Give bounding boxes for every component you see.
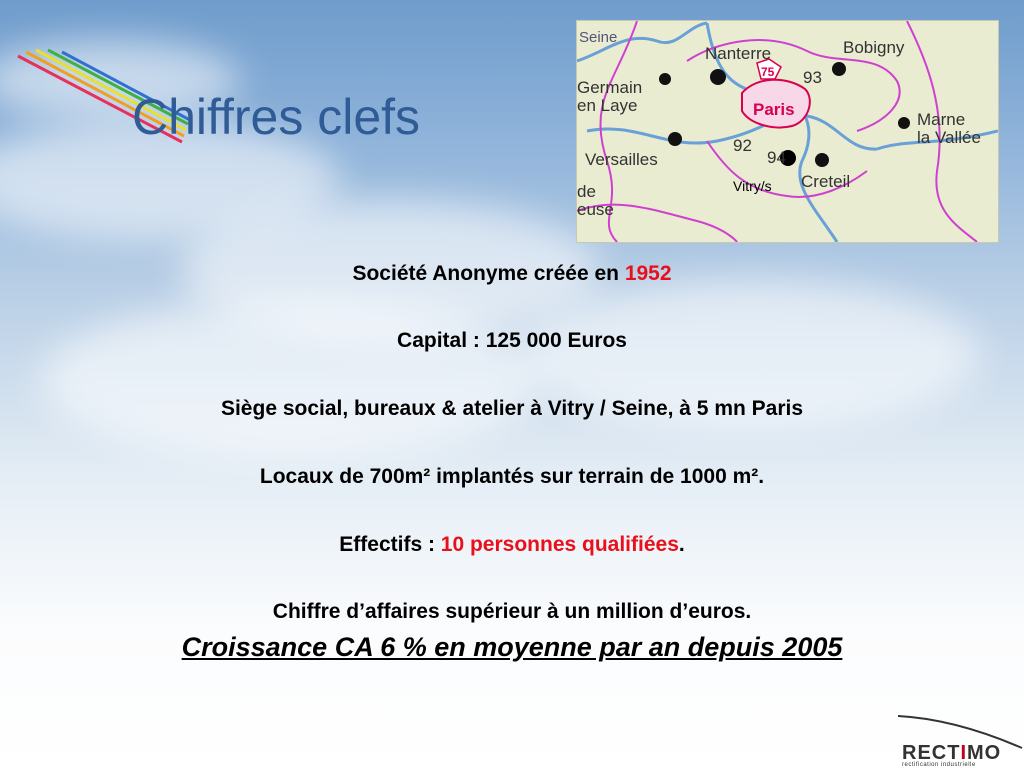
map-label-marne: Marne la Vallée	[917, 110, 981, 147]
map-label-dept93: 93	[803, 68, 822, 87]
fact-headcount-suffix: .	[678, 533, 685, 556]
fact-premises: Locaux de 700m² implantés sur terrain de 1000 m².	[259, 465, 765, 488]
map-label-paris: Paris	[753, 100, 795, 119]
fact-capital: Capital : 125 000 Euros	[397, 329, 627, 352]
map-label-nanterre: Nanterre	[705, 44, 772, 63]
rectimo-logo	[896, 712, 1024, 768]
brand-name-accent: I	[960, 742, 968, 764]
fact-headcount-value: 10 personnes qualifiées	[440, 533, 679, 556]
fact-growth: Croissance CA 6 % en moyenne par an depuis 2005	[181, 632, 843, 662]
fact-headcount-label: Effectifs :	[339, 533, 441, 556]
map-label-versailles: Versailles	[585, 150, 658, 169]
map-label-vitry: Vitry/s	[733, 178, 772, 194]
fact-founding-text: Société Anonyme créée en	[352, 262, 625, 285]
fact-founding	[0, 262, 1024, 286]
fact-headquarters: Siège social, bureaux & atelier à Vitry / Seine, à 5 mn Paris	[220, 397, 804, 420]
map-label-dept94: 94	[767, 148, 786, 167]
map-label-creteil: Creteil	[801, 172, 851, 191]
slide-title: Chiffres clefs	[132, 89, 421, 145]
brand-name-part2: MO	[967, 742, 1002, 764]
fact-founding-year: 1952	[624, 262, 672, 285]
fact-revenue: Chiffre d’affaires supérieur à un million d’euros.	[272, 600, 752, 623]
map-label-de-seine: de euse	[577, 182, 614, 219]
map-label-dept92: 92	[733, 136, 752, 155]
map-label-dept75: 75	[761, 65, 775, 79]
map-label-germain: Germain en Laye	[577, 78, 643, 115]
brand-name-part1: RECT	[902, 742, 961, 764]
fact-headcount	[0, 533, 1024, 557]
brand-tagline: rectification industrielle	[902, 762, 976, 768]
map-label-bobigny: Bobigny	[843, 38, 905, 57]
map-label-seine: Seine	[579, 29, 618, 46]
